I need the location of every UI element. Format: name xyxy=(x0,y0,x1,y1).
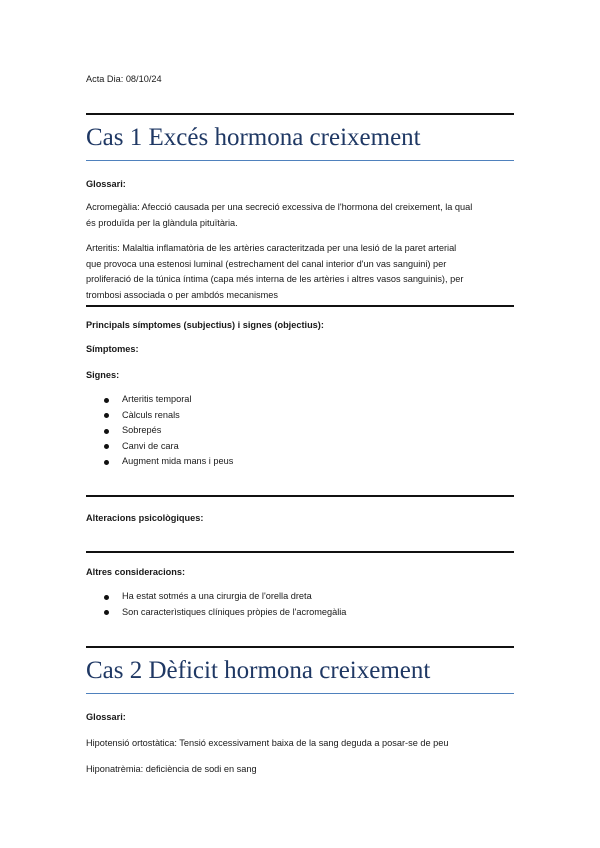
acta-date: Acta Dia: 08/10/24 xyxy=(86,74,162,84)
signs-label: Signes: xyxy=(86,370,120,380)
list-item xyxy=(104,423,233,439)
glossary-entry-acromegalia xyxy=(86,200,516,231)
list-item-text: Son caracterìstiques clíniques pròpies de l'acromegàlia xyxy=(122,606,347,617)
glossary-line: que provoca una estenosi luminal (estrechament del canal interior d'un vas sanguini) per xyxy=(86,258,447,269)
case2-title: Cas 2 Dèficit hormona creixement xyxy=(86,657,431,684)
glossary-entry-hipotensio: Hipotensió ortostàtica: Tensió excessivament baixa de la sang deguda a posar-se de peu xyxy=(86,738,449,748)
list-item-text: Arteritis temporal xyxy=(122,394,192,404)
section-divider xyxy=(86,113,514,115)
list-item xyxy=(104,439,233,455)
bullet-icon xyxy=(104,595,109,600)
glossary-line: trombosi associada o per ambdós mecanismes xyxy=(86,289,279,300)
list-item-text: Augment mida mans i peus xyxy=(122,456,234,467)
bullet-icon xyxy=(104,444,109,449)
list-item xyxy=(104,392,233,408)
list-item xyxy=(104,589,346,605)
case2-glossary-label: Glossari: xyxy=(86,712,126,722)
glossary-line: és produïda per la glàndula pituïtària. xyxy=(86,217,238,228)
case1-title: Cas 1 Excés hormona creixement xyxy=(86,124,421,151)
glossary-line: proliferació de la túnica íntima (capa més interna de les artèries i altres vasos sanguinis), per xyxy=(86,274,464,284)
psych-label: Alteracions psicològiques: xyxy=(86,513,204,523)
glossary-line: Acromegàlia: Afecció causada per una secreció excessiva de l'hormona del creixement, la qual xyxy=(86,202,473,212)
title-underline xyxy=(86,693,514,694)
bullet-icon xyxy=(104,429,109,434)
title-underline xyxy=(86,160,514,161)
section-divider xyxy=(86,551,514,553)
list-item xyxy=(104,408,233,424)
bullet-icon xyxy=(104,460,109,465)
case1-glossary-label: Glossari: xyxy=(86,179,126,189)
glossary-entry-arteritis xyxy=(86,241,516,303)
list-item-text: Càlculs renals xyxy=(122,409,180,420)
symptoms-label: Símptomes: xyxy=(86,344,139,354)
list-item xyxy=(104,605,346,621)
bullet-icon xyxy=(104,413,109,418)
other-list xyxy=(104,589,346,620)
list-item-text: Ha estat sotmés a una cirurgia de l'orella dreta xyxy=(122,591,312,601)
signs-list xyxy=(104,392,233,470)
symptoms-heading: Principals símptomes (subjectius) i signes (objectius): xyxy=(86,320,324,330)
list-item-text: Canvi de cara xyxy=(122,440,179,451)
section-divider xyxy=(86,646,514,648)
list-item xyxy=(104,454,233,470)
list-item-text: Sobrepés xyxy=(122,425,162,436)
section-divider xyxy=(86,495,514,497)
section-divider xyxy=(86,305,514,307)
bullet-icon xyxy=(104,398,109,403)
glossary-entry-hiponatremia: Hiponatrèmia: deficiència de sodi en sang xyxy=(86,764,257,774)
bullet-icon xyxy=(104,610,109,615)
other-label: Altres consideracions: xyxy=(86,567,186,577)
glossary-line: Arteritis: Malaltia inflamatòria de les artèries caracteritzada per una lesió de la paret arterial xyxy=(86,243,457,253)
